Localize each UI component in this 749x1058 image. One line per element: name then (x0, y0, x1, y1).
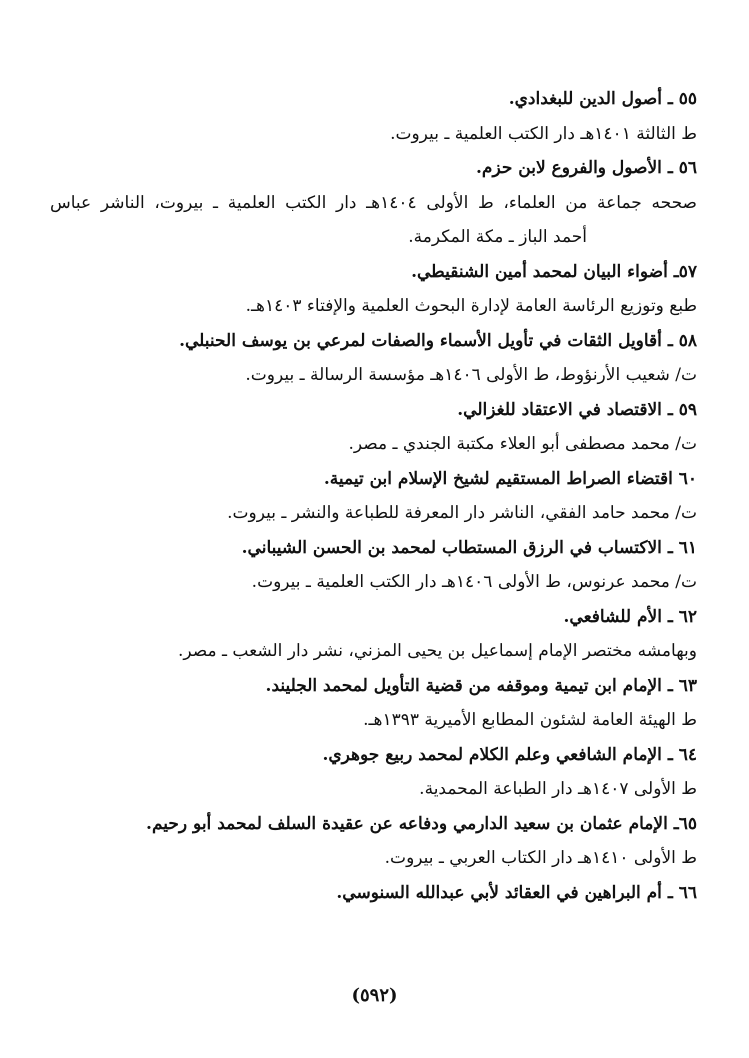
entry-title: ٦٥ـ الإمام عثمان بن سعيد الدارمي ودفاعه عن عقيدة السلف لمحمد أبو رحيم. (146, 813, 697, 834)
entry-details: صححه جماعة من العلماء، ط الأولى ١٤٠٤هـ دار الكتب العلمية ـ بيروت، الناشر عباس (50, 192, 697, 213)
entry-title: ٥٧ـ أضواء البيان لمحمد أمين الشنقيطي. (411, 261, 697, 282)
entry-title: ٥٥ ـ أصول الدين للبغدادي. (508, 89, 697, 109)
entry-details: ط الأولى ١٤١٠هـ دار الكتاب العربي ـ بيروت. (384, 848, 697, 868)
entry-details: ت/ محمد حامد الفقي، الناشر دار المعرفة للطباعة والنشر ـ بيروت. (227, 503, 697, 523)
entry-title: ٦٣ ـ الإمام ابن تيمية وموقفه من قضية التأويل لمحمد الجليند. (265, 675, 697, 696)
entry-title: ٦١ ـ الاكتساب في الرزق المستطاب لمحمد بن الحسن الشيباني. (241, 537, 697, 558)
bibliography-list (50, 82, 697, 910)
entry-details: ت/ محمد مصطفى أبو العلاء مكتبة الجندي ـ مصر. (348, 434, 697, 454)
entry-title: ٦٠ اقتضاء الصراط المستقيم لشيخ الإسلام ابن تيمية. (323, 468, 697, 489)
entry-details: ط الثالثة ١٤٠١هـ دار الكتب العلمية ـ بيروت. (390, 123, 697, 144)
entry-title: ٦٢ ـ الأم للشافعي. (563, 606, 697, 627)
entry-details: طبع وتوزيع الرئاسة العامة لإدارة البحوث العلمية والإفتاء ١٤٠٣هـ. (245, 296, 697, 316)
page-number: (٥٩٢) (351, 985, 398, 1006)
entry-details: وبهامشه مختصر الإمام إسماعيل بن يحيى المزني، نشر دار الشعب ـ مصر. (178, 641, 697, 661)
entry-details: ط الهيئة العامة لشئون المطابع الأميرية ١٣٩٣هـ. (363, 710, 697, 730)
entry-details: ت/ شعيب الأرنؤوط، ط الأولى ١٤٠٦هـ مؤسسة الرسالة ـ بيروت. (245, 365, 697, 385)
entry-title: ٦٦ ـ أم البراهين في العقائد لأبي عبدالله السنوسي. (336, 882, 697, 903)
entry-details: ت/ محمد عرنوس، ط الأولى ١٤٠٦هـ دار الكتب العلمية ـ بيروت. (251, 572, 697, 592)
entry-details: ط الأولى ١٤٠٧هـ دار الطباعة المحمدية. (419, 779, 697, 799)
entry-details-continued: أحمد الباز ـ مكة المكرمة. (408, 227, 587, 247)
entry-title: ٥٨ ـ أقاويل الثقات في تأويل الأسماء والصفات لمرعي بن يوسف الحنبلي. (179, 330, 697, 351)
entry-title: ٥٦ ـ الأصول والفروع لابن حزم. (476, 158, 697, 178)
entry-title: ٥٩ ـ الاقتصاد في الاعتقاد للغزالي. (457, 399, 697, 420)
entry-title: ٦٤ ـ الإمام الشافعي وعلم الكلام لمحمد ربيع جوهري. (322, 744, 697, 765)
